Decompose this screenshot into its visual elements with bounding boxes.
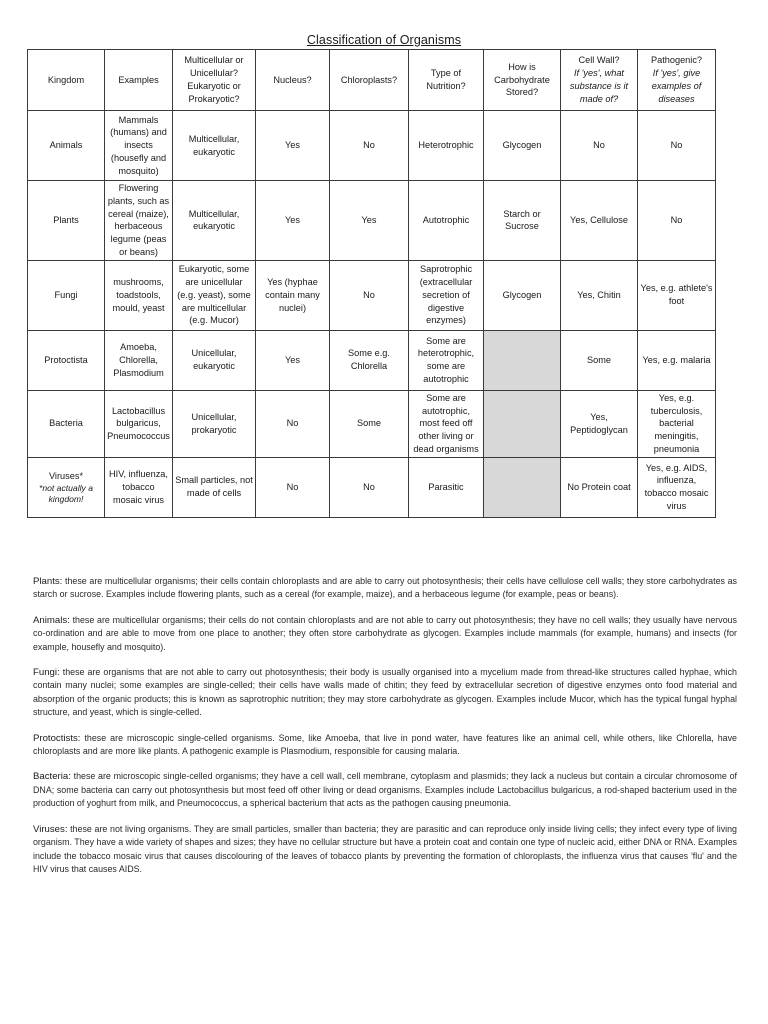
cell-cellwall: Yes, Chitin — [561, 260, 638, 330]
cell-nucleus: Yes — [256, 181, 330, 261]
cell-chloroplasts: Some — [330, 390, 409, 457]
cell-kingdom: Protoctista — [28, 330, 105, 390]
cell-carbohydrate — [484, 330, 561, 390]
page-title: Classification of Organisms — [306, 33, 462, 47]
note-viruses — [33, 823, 737, 877]
cell-examples: Flowering plants, such as cereal (maize), herbaceous legume (peas or beans) — [105, 181, 173, 261]
cell-carbohydrate: Glycogen — [484, 260, 561, 330]
note-term: Animals: — [33, 614, 70, 626]
cell-nutrition: Some are heterotrophic, some are autotrophic — [409, 330, 484, 390]
note-term: Protoctists: — [33, 732, 81, 744]
note-term: Plants: — [33, 576, 63, 587]
cell-cellularity: Unicellular, eukaryotic — [173, 330, 256, 390]
cell-cellwall: No — [561, 111, 638, 181]
cell-cellularity: Multicellular, eukaryotic — [173, 111, 256, 181]
cell-nutrition: Some are autotrophic, most feed off other living or dead organisms — [409, 390, 484, 457]
note-text: these are not living organisms. They are small particles, smaller than bacteria; they are parasitic and can reproduce only inside living cells; they infect every type of living organism. They have a wide variety of shapes and sizes; they have no cellular structure but have a protein coat and contain one type of nucleic acid, either DNA or RNA. Examples include the tobacco mosaic virus that causes discolouring of the leaves of tobacco plants by preventing the formation of chloroplasts, the influenza virus that causes 'flu' and the HIV virus that causes AIDS. — [33, 823, 737, 874]
cell-chloroplasts: Some e.g. Chlorella — [330, 330, 409, 390]
table-row-animals — [28, 111, 716, 181]
header-cellwall-label: Cell Wall? — [578, 55, 620, 66]
note-term: Fungi: — [33, 667, 60, 679]
classification-table — [27, 49, 716, 518]
cell-cellwall: Yes, Peptidoglycan — [561, 390, 638, 457]
cell-examples: Mammals (humans) and insects (housefly and mosquito) — [105, 111, 173, 181]
cell-chloroplasts: Yes — [330, 181, 409, 261]
cell-examples: Lactobacillus bulgaricus, Pneumococcus — [105, 390, 173, 457]
table-row-bacteria — [28, 390, 716, 457]
kingdom-label: Viruses* — [48, 470, 84, 481]
cell-pathogenic: No — [638, 181, 716, 261]
cell-pathogenic: Yes, e.g. athlete's foot — [638, 260, 716, 330]
cell-cellularity: Multicellular, eukaryotic — [173, 181, 256, 261]
cell-examples: Amoeba, Chlorella, Plasmodium — [105, 330, 173, 390]
header-cellwall — [561, 50, 638, 111]
cell-chloroplasts: No — [330, 457, 409, 517]
header-carbohydrate: How is Carbohydrate Stored? — [484, 50, 561, 111]
cell-examples: HIV, influenza, tobacco mosaic virus — [105, 457, 173, 517]
note-fungi — [33, 666, 737, 720]
cell-carbohydrate — [484, 457, 561, 517]
header-pathogenic-sub: If 'yes', give examples of diseases — [651, 68, 702, 104]
cell-nucleus: No — [256, 457, 330, 517]
cell-cellwall: Some — [561, 330, 638, 390]
header-examples: Examples — [105, 50, 173, 111]
cell-chloroplasts: No — [330, 260, 409, 330]
note-text: these are multicellular organisms; their cells do not contain chloroplasts and are not able to carry out photosynthesis; they have no cell walls; they usually have nervous co-ordination and are able to move from one place to another; they often store carbohydrate as glycogen. Examples include mammals (for example, humans) and insects (for example, housefly and mosquito). — [33, 614, 737, 652]
table-row-protoctista — [28, 330, 716, 390]
note-text: these are organisms that are not able to carry out photosynthesis; their body is usually organised into a mycelium made from thread-like structures called hyphae, which contain many nuclei; some examples are single-celled; their cells have walls made of chitin; they feed by extracellular secretion of digestive enzymes onto food material and absorption of the organic products; this is known as saprotrophic nutrition; they may store carbohydrate as glycogen. Examples include Mucor, which has the typical fungal hyphal structure, and yeast, which is single-celled. — [33, 667, 737, 718]
cell-carbohydrate — [484, 390, 561, 457]
table-row-plants — [28, 181, 716, 261]
note-text: these are microscopic single-celled organisms. Some, like Amoeba, that live in pond water, have features like an animal cell, while others, like Chlorella, have chloroplasts and are more like plants. A pathogenic example is Plasmodium, responsible for causing malaria. — [33, 732, 737, 757]
cell-nutrition: Saprotrophic (extracellular secretion of digestive enzymes) — [409, 260, 484, 330]
note-text: these are multicellular organisms; their cells contain chloroplasts and are able to carry out photosynthesis; their cells have cellulose cell walls; they store carbohydrates as starch or sucrose. Examples include flowering plants, such as a cereal (for example, maize), and a herbaceous legume (for example, peas or beans). — [33, 576, 737, 600]
note-animals — [33, 614, 737, 654]
cell-cellularity: Unicellular, prokaryotic — [173, 390, 256, 457]
cell-nutrition: Heterotrophic — [409, 111, 484, 181]
header-chloroplasts: Chloroplasts? — [330, 50, 409, 111]
cell-pathogenic: Yes, e.g. malaria — [638, 330, 716, 390]
cell-nucleus: No — [256, 390, 330, 457]
header-nucleus: Nucleus? — [256, 50, 330, 111]
cell-kingdom: Animals — [28, 111, 105, 181]
cell-examples: mushrooms, toadstools, mould, yeast — [105, 260, 173, 330]
header-pathogenic-label: Pathogenic? — [650, 55, 703, 66]
kingdom-footnote: *not actually a kingdom! — [39, 482, 93, 504]
note-plants — [33, 575, 737, 602]
note-term: Bacteria: — [33, 771, 71, 783]
cell-cellularity: Eukaryotic, some are unicellular (e.g. yeast), some are multicellular (e.g. Mucor) — [173, 260, 256, 330]
cell-cellularity: Small particles, not made of cells — [173, 457, 256, 517]
cell-nutrition: Parasitic — [409, 457, 484, 517]
cell-pathogenic: No — [638, 111, 716, 181]
header-cellwall-sub: If 'yes', what substance is it made of? — [569, 68, 629, 104]
cell-kingdom: Bacteria — [28, 390, 105, 457]
cell-pathogenic: Yes, e.g. AIDS, influenza, tobacco mosaic virus — [638, 457, 716, 517]
cell-kingdom — [28, 457, 105, 517]
cell-cellwall: No Protein coat — [561, 457, 638, 517]
header-cellularity: Multicellular or Unicellular? Eukaryotic or Prokaryotic? — [173, 50, 256, 111]
table-row-fungi — [28, 260, 716, 330]
cell-nucleus: Yes (hyphae contain many nuclei) — [256, 260, 330, 330]
header-pathogenic — [638, 50, 716, 111]
cell-nucleus: Yes — [256, 330, 330, 390]
header-nutrition: Type of Nutrition? — [409, 50, 484, 111]
cell-pathogenic: Yes, e.g. tuberculosis, bacterial meningitis, pneumonia — [638, 390, 716, 457]
note-term: Viruses: — [33, 823, 68, 835]
note-text: these are microscopic single-celled organisms; they have a cell wall, cell membrane, cytoplasm and plasmids; they lack a nucleus but contain a circular chromosome of DNA; some bacteria can carry out photosynthesis but most feed off other living or dead organisms. Examples include Lactobacillus bulgaricus, a rod-shaped bacterium used in the production of yoghurt from milk, and Pneumococcus, a spherical bacterium that acts as the pathogen causing pneumonia. — [33, 771, 737, 809]
cell-carbohydrate: Starch or Sucrose — [484, 181, 561, 261]
cell-nutrition: Autotrophic — [409, 181, 484, 261]
cell-kingdom: Fungi — [28, 260, 105, 330]
note-protoctists — [33, 732, 737, 759]
table-row-viruses — [28, 457, 716, 517]
cell-carbohydrate: Glycogen — [484, 111, 561, 181]
cell-cellwall: Yes, Cellulose — [561, 181, 638, 261]
cell-nucleus: Yes — [256, 111, 330, 181]
cell-kingdom: Plants — [28, 181, 105, 261]
cell-chloroplasts: No — [330, 111, 409, 181]
header-row — [28, 50, 716, 111]
header-kingdom: Kingdom — [28, 50, 105, 111]
kingdom-descriptions — [33, 575, 737, 888]
note-bacteria — [33, 770, 737, 810]
